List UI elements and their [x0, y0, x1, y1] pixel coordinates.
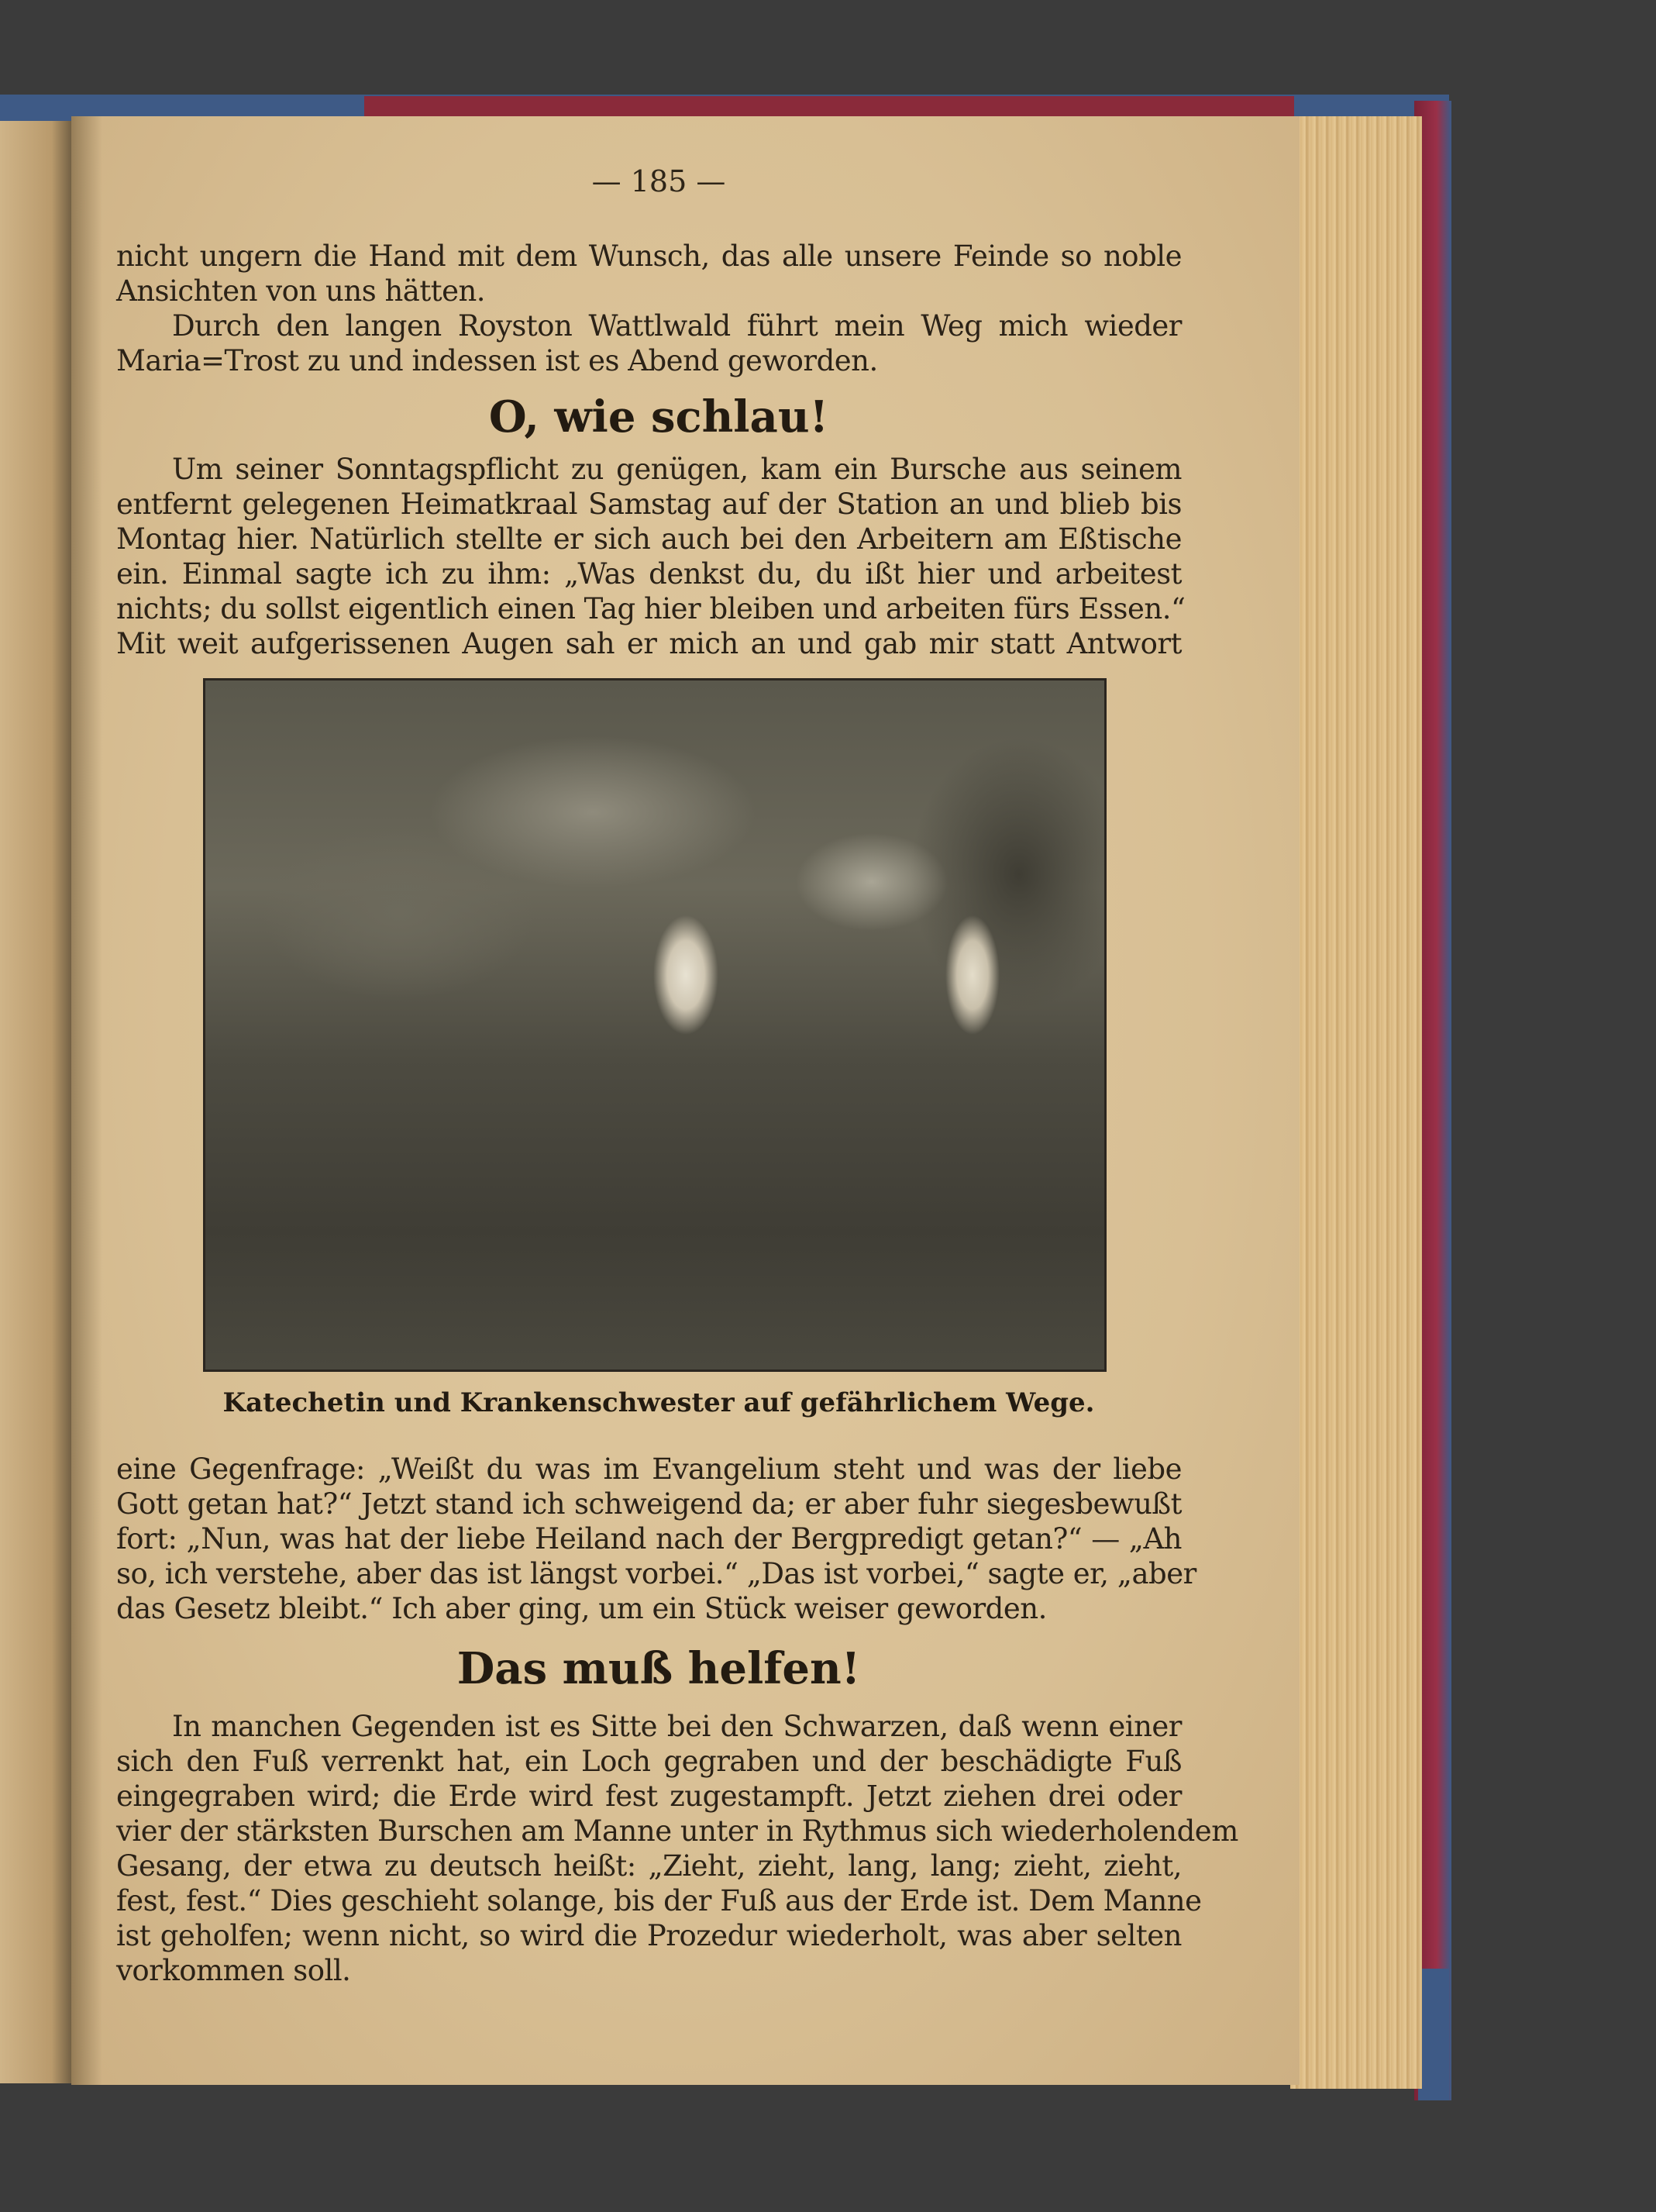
book-cover-corner: [1418, 1969, 1449, 2100]
text-line: ist geholfen; wenn nicht, so wird die Prozedur wiederholt, was aber selten: [116, 1919, 1182, 1952]
section-heading: O, wie schlau!: [488, 391, 829, 443]
text-line: Gesang, der etwa zu deutsch heißt: „Zieht, zieht, lang, lang; zieht, zieht,: [116, 1849, 1182, 1883]
photo-caption: Katechetin und Krankenschwester auf gefährlichem Wege.: [222, 1387, 1095, 1418]
text-line: fort: „Nun, was hat der liebe Heiland nach der Bergpredigt getan?“ — „Ah: [116, 1522, 1182, 1556]
text-line: nicht ungern die Hand mit dem Wunsch, das alle unsere Feinde so noble: [116, 239, 1182, 273]
text-line: entfernt gelegenen Heimatkraal Samstag auf der Station an und blieb bis: [116, 488, 1182, 521]
text-line: sich den Fuß verrenkt hat, ein Loch gegraben und der beschädigte Fuß: [116, 1745, 1182, 1778]
text-line: ein. Einmal sagte ich zu ihm: „Was denkst du, du ißt hier und arbeitest: [116, 557, 1182, 591]
paragraph-block-3: [116, 1452, 1196, 1626]
paragraph-block-4: [116, 1709, 1238, 1988]
text-line: Durch den langen Royston Wattlwald führt mein Weg mich wieder: [172, 309, 1182, 343]
text-line: nichts; du sollst eigentlich einen Tag hier bleiben und arbeiten fürs Essen.“: [116, 592, 1186, 625]
text-line: Um seiner Sonntagspflicht zu genügen, kam ein Bursche aus seinem: [172, 453, 1182, 486]
page-number: — 185 —: [591, 164, 726, 198]
paragraph-block-1: [116, 239, 1182, 378]
text-line: das Gesetz bleibt.“ Ich aber ging, um ein Stück weiser geworden.: [116, 1592, 1047, 1625]
text-line: so, ich verstehe, aber das ist längst vorbei.“ „Das ist vorbei,“ sagte er, „aber: [116, 1557, 1196, 1590]
text-line: In manchen Gegenden ist es Sitte bei den Schwarzen, daß wenn einer: [172, 1710, 1182, 1743]
text-line: Montag hier. Natürlich stellte er sich auch bei den Arbeitern am Eßtische: [116, 522, 1182, 556]
book-cover-spine-band: [364, 96, 1294, 116]
text-line: Gott getan hat?“ Jetzt stand ich schweigend da; er aber fuhr siegesbewußt: [116, 1487, 1182, 1521]
photograph-nuns-on-horseback: [203, 678, 1107, 1372]
paragraph-block-2: [116, 452, 1186, 661]
text-line: Ansichten von uns hätten.: [116, 274, 486, 308]
text-line: vier der stärksten Burschen am Manne unter in Rythmus sich wiederholendem: [116, 1814, 1238, 1848]
text-line: eingegraben wird; die Erde wird fest zugestampft. Jetzt ziehen drei oder: [116, 1780, 1182, 1813]
text-line: vorkommen soll.: [116, 1954, 351, 1987]
section-heading: Das muß helfen!: [456, 1643, 861, 1694]
text-line: Mit weit aufgerissenen Augen sah er mich an und gab mir statt Antwort: [116, 627, 1182, 660]
text-line: Maria=Trost zu und indessen ist es Abend geworden.: [116, 344, 878, 377]
text-line: fest, fest.“ Dies geschieht solange, bis der Fuß aus der Erde ist. Dem Manne: [116, 1884, 1202, 1917]
text-line: eine Gegenfrage: „Weißt du was im Evangelium steht und was der liebe: [116, 1452, 1182, 1486]
